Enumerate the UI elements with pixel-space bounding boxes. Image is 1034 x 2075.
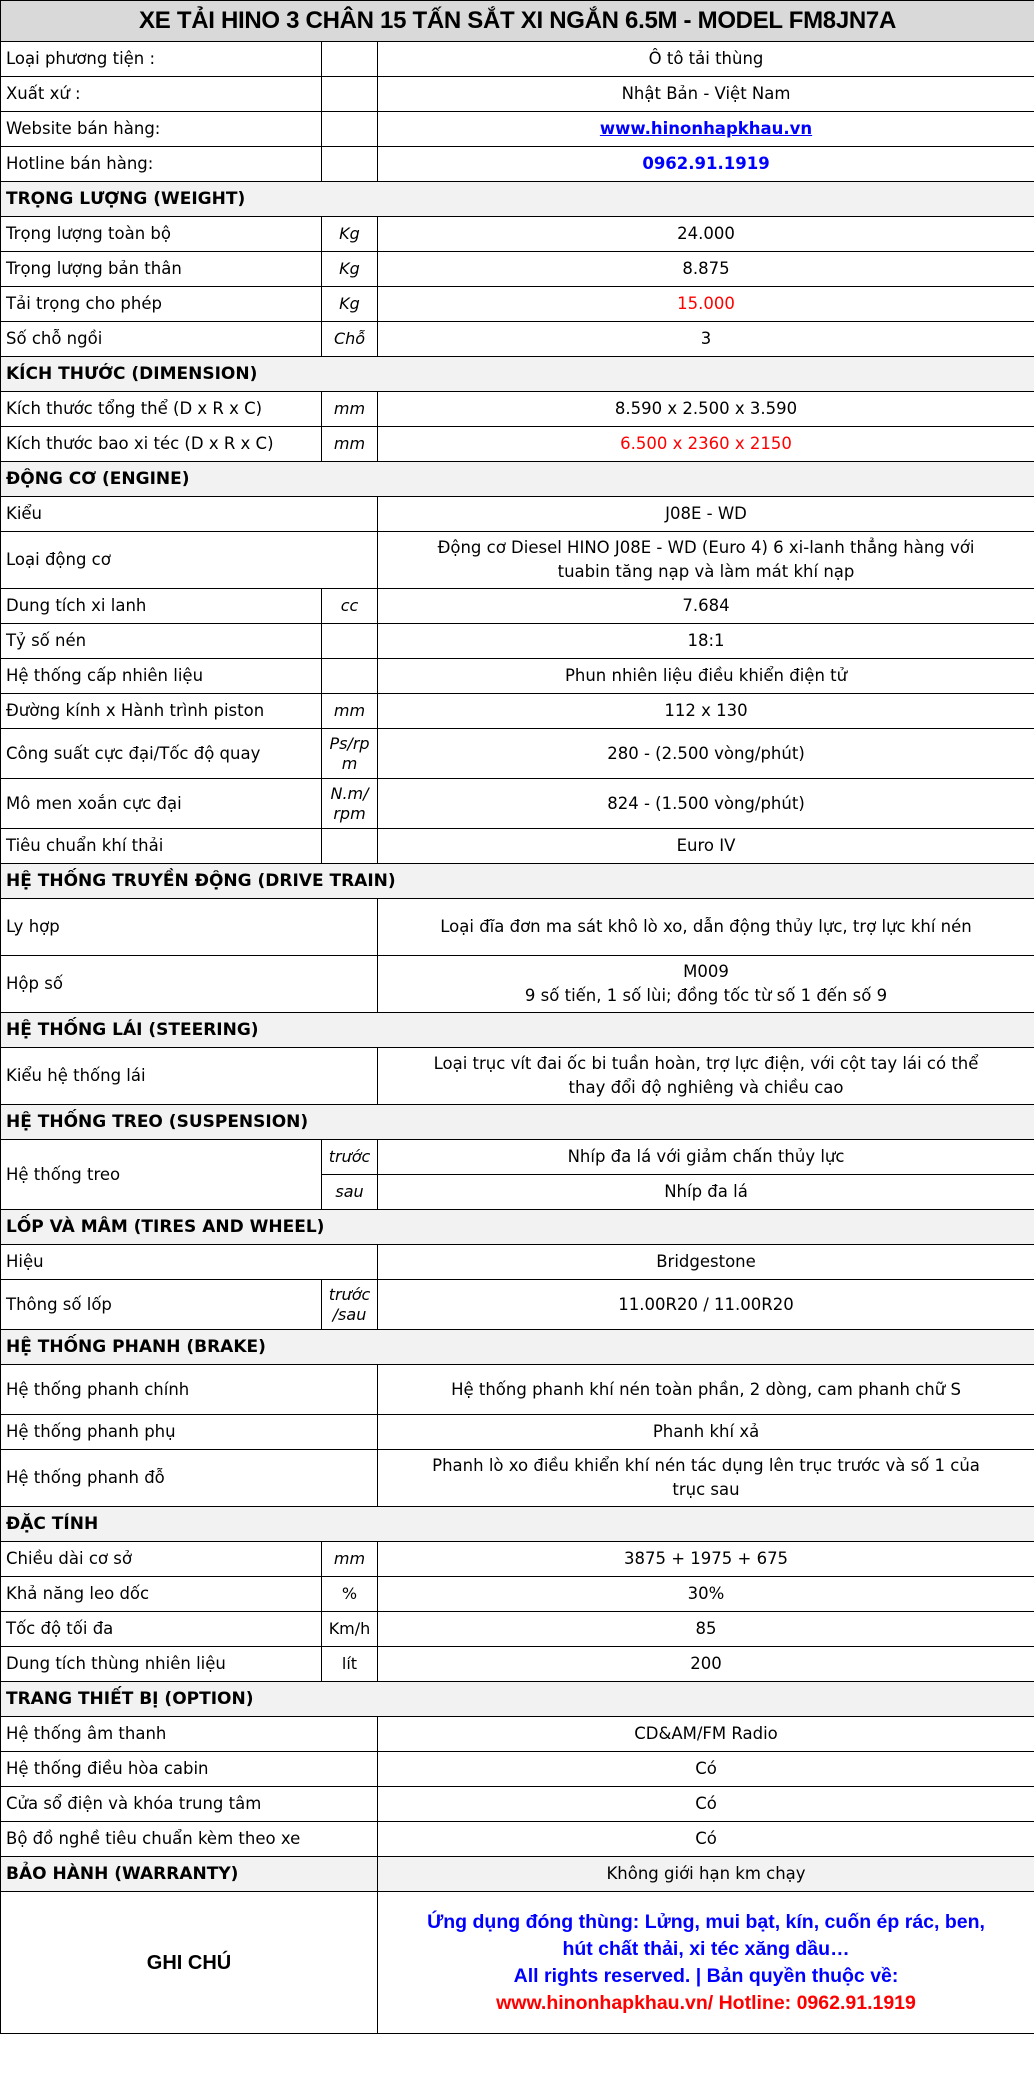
table-row	[1, 1140, 1034, 1175]
spec-value: Ô tô tải thùng	[378, 42, 1034, 77]
spec-label: Cửa sổ điện và khóa trung tâm	[1, 1787, 378, 1822]
spec-value: Nhật Bản - Việt Nam	[378, 77, 1034, 112]
spec-label: Kiểu hệ thống lái	[1, 1048, 378, 1105]
section-title: HỆ THỐNG TREO (SUSPENSION)	[1, 1105, 1034, 1140]
spec-label: Kiểu	[1, 497, 378, 532]
note-line: hút chất thải, xi téc xăng dầu…	[562, 1937, 850, 1960]
spec-label: Website bán hàng:	[1, 112, 322, 147]
section-header	[1, 1210, 1034, 1245]
spec-label: Số chỗ ngồi	[1, 322, 322, 357]
spec-label: Tải trọng cho phép	[1, 287, 322, 322]
spec-value: Loại đĩa đơn ma sát khô lò xo, dẫn động thủy lực, trợ lực khí nén	[378, 899, 1034, 956]
spec-unit	[322, 77, 378, 112]
table-row	[1, 956, 1034, 1013]
spec-label: Loại phương tiện :	[1, 42, 322, 77]
section-header	[1, 357, 1034, 392]
spec-unit: Kg	[322, 217, 378, 252]
spec-value: Hệ thống phanh khí nén toàn phần, 2 dòng, cam phanh chữ S	[378, 1365, 1034, 1415]
spec-value: 18:1	[378, 624, 1034, 659]
spec-value: Nhíp đa lá với giảm chấn thủy lực	[378, 1140, 1034, 1175]
website-link[interactable]: www.hinonhapkhau.vn	[378, 112, 1034, 147]
table-row	[1, 1450, 1034, 1507]
note-content	[378, 1892, 1034, 2034]
table-row	[1, 322, 1034, 357]
section-title: HỆ THỐNG LÁI (STEERING)	[1, 1013, 1034, 1048]
spec-label: Hệ thống phanh phụ	[1, 1415, 378, 1450]
title-row	[1, 1, 1034, 42]
spec-unit: mm	[322, 1542, 378, 1577]
spec-label: Hệ thống phanh đỗ	[1, 1450, 378, 1507]
spec-unit	[322, 42, 378, 77]
spec-unit	[322, 829, 378, 864]
spec-unit: mm	[322, 392, 378, 427]
spec-value: 6.500 x 2360 x 2150	[378, 427, 1034, 462]
spec-label: Tốc độ tối đa	[1, 1612, 322, 1647]
table-row	[1, 659, 1034, 694]
warranty-value: Không giới hạn km chạy	[378, 1857, 1034, 1892]
spec-label: Mô men xoắn cực đại	[1, 779, 322, 829]
section-header	[1, 1013, 1034, 1048]
section-title: ĐẶC TÍNH	[1, 1507, 1034, 1542]
spec-label: Hiệu	[1, 1245, 378, 1280]
table-row	[1, 1787, 1034, 1822]
section-title: HỆ THỐNG PHANH (BRAKE)	[1, 1330, 1034, 1365]
table-row	[1, 729, 1034, 779]
warranty-row	[1, 1857, 1034, 1892]
spec-label: Dung tích thùng nhiên liệu	[1, 1647, 322, 1682]
spec-label: Bộ đồ nghề tiêu chuẩn kèm theo xe	[1, 1822, 378, 1857]
spec-value: M009 9 số tiến, 1 số lùi; đồng tốc từ số 1 đến số 9	[378, 956, 1034, 1013]
spec-value: Phun nhiên liệu điều khiển điện tử	[378, 659, 1034, 694]
spec-unit: %	[322, 1577, 378, 1612]
section-header	[1, 1507, 1034, 1542]
table-row	[1, 147, 1034, 182]
section-header	[1, 1330, 1034, 1365]
spec-value: CD&AM/FM Radio	[378, 1717, 1034, 1752]
spec-label: Xuất xứ :	[1, 77, 322, 112]
spec-label: Hệ thống phanh chính	[1, 1365, 378, 1415]
table-row	[1, 1048, 1034, 1105]
section-header	[1, 182, 1034, 217]
spec-value: Euro IV	[378, 829, 1034, 864]
spec-unit: mm	[322, 694, 378, 729]
spec-value: Có	[378, 1787, 1034, 1822]
spec-unit	[322, 624, 378, 659]
spec-value: 200	[378, 1647, 1034, 1682]
spec-label: Hệ thống âm thanh	[1, 1717, 378, 1752]
spec-value: 30%	[378, 1577, 1034, 1612]
spec-unit: Chỗ	[322, 322, 378, 357]
note-row	[1, 1892, 1034, 2034]
section-title: TRỌNG LƯỢNG (WEIGHT)	[1, 182, 1034, 217]
table-row	[1, 392, 1034, 427]
spec-value: 3	[378, 322, 1034, 357]
spec-value: 3875 + 1975 + 675	[378, 1542, 1034, 1577]
table-row	[1, 42, 1034, 77]
table-row	[1, 1647, 1034, 1682]
table-row	[1, 1415, 1034, 1450]
spec-label: Trọng lượng toàn bộ	[1, 217, 322, 252]
table-row	[1, 427, 1034, 462]
spec-value: Phanh khí xả	[378, 1415, 1034, 1450]
spec-unit: N.m/ rpm	[322, 779, 378, 829]
spec-unit: Kg	[322, 287, 378, 322]
spec-value: 112 x 130	[378, 694, 1034, 729]
spec-label: Khả năng leo dốc	[1, 1577, 322, 1612]
spec-label: Hộp số	[1, 956, 378, 1013]
table-row	[1, 779, 1034, 829]
table-row	[1, 1752, 1034, 1787]
table-row	[1, 252, 1034, 287]
table-row	[1, 1542, 1034, 1577]
spec-value: 0962.91.1919	[378, 147, 1034, 182]
spec-label: Đường kính x Hành trình piston	[1, 694, 322, 729]
spec-value: Nhíp đa lá	[378, 1175, 1034, 1210]
spec-value: 824 - (1.500 vòng/phút)	[378, 779, 1034, 829]
table-row	[1, 1822, 1034, 1857]
spec-value: Động cơ Diesel HINO J08E - WD (Euro 4) 6 xi-lanh thẳng hàng với tuabin tăng nạp và làm mát khí nạp	[378, 532, 1034, 589]
spec-label: Hệ thống cấp nhiên liệu	[1, 659, 322, 694]
spec-value: 8.875	[378, 252, 1034, 287]
spec-label: Kích thước tổng thể (D x R x C)	[1, 392, 322, 427]
spec-unit: sau	[322, 1175, 378, 1210]
spec-unit	[322, 112, 378, 147]
table-row	[1, 694, 1034, 729]
note-label: GHI CHÚ	[1, 1892, 378, 2034]
table-row	[1, 1280, 1034, 1330]
spec-label: Hệ thống điều hòa cabin	[1, 1752, 378, 1787]
section-title: KÍCH THƯỚC (DIMENSION)	[1, 357, 1034, 392]
spec-value: 280 - (2.500 vòng/phút)	[378, 729, 1034, 779]
spec-value: J08E - WD	[378, 497, 1034, 532]
table-row	[1, 1365, 1034, 1415]
table-row	[1, 1612, 1034, 1647]
table-row	[1, 77, 1034, 112]
spec-label: Kích thước bao xi téc (D x R x C)	[1, 427, 322, 462]
spec-value: Phanh lò xo điều khiển khí nén tác dụng lên trục trước và số 1 của trục sau	[378, 1450, 1034, 1507]
spec-value: 8.590 x 2.500 x 3.590	[378, 392, 1034, 427]
table-row	[1, 112, 1034, 147]
spec-unit: Ps/rp m	[322, 729, 378, 779]
section-header	[1, 1105, 1034, 1140]
spec-value: 7.684	[378, 589, 1034, 624]
spec-unit: Km/h	[322, 1612, 378, 1647]
spec-label: Hệ thống treo	[1, 1140, 322, 1210]
page-title: XE TẢI HINO 3 CHÂN 15 TẤN SẮT XI NGẮN 6.5M - MODEL FM8JN7A	[1, 1, 1034, 42]
table-row	[1, 589, 1034, 624]
spec-unit: lít	[322, 1647, 378, 1682]
spec-value: 15.000	[378, 287, 1034, 322]
section-title: BẢO HÀNH (WARRANTY)	[1, 1857, 378, 1892]
section-header	[1, 864, 1034, 899]
table-row	[1, 1717, 1034, 1752]
spec-label: Ly hợp	[1, 899, 378, 956]
table-row	[1, 217, 1034, 252]
table-row	[1, 829, 1034, 864]
spec-value: 11.00R20 / 11.00R20	[378, 1280, 1034, 1330]
section-title: ĐỘNG CƠ (ENGINE)	[1, 462, 1034, 497]
note-line: All rights reserved. | Bản quyền thuộc về:	[513, 1964, 899, 1987]
spec-value: Bridgestone	[378, 1245, 1034, 1280]
spec-value: Có	[378, 1822, 1034, 1857]
spec-label: Dung tích xi lanh	[1, 589, 322, 624]
table-row	[1, 899, 1034, 956]
spec-value: 24.000	[378, 217, 1034, 252]
section-title: TRANG THIẾT BỊ (OPTION)	[1, 1682, 1034, 1717]
note-line: www.hinonhapkhau.vn/ Hotline: 0962.91.1919	[496, 1991, 916, 2014]
table-row	[1, 287, 1034, 322]
spec-label: Chiều dài cơ sở	[1, 1542, 322, 1577]
section-title: LỐP VÀ MÂM (TIRES AND WHEEL)	[1, 1210, 1034, 1245]
table-row	[1, 1577, 1034, 1612]
spec-value: Có	[378, 1752, 1034, 1787]
spec-unit: Kg	[322, 252, 378, 287]
spec-label: Hotline bán hàng:	[1, 147, 322, 182]
spec-unit	[322, 659, 378, 694]
note-line: Ứng dụng đóng thùng: Lửng, mui bạt, kín, cuốn ép rác, ben,	[427, 1910, 985, 1933]
spec-unit: mm	[322, 427, 378, 462]
spec-unit	[322, 147, 378, 182]
section-header	[1, 1682, 1034, 1717]
section-title: HỆ THỐNG TRUYỀN ĐỘNG (DRIVE TRAIN)	[1, 864, 1034, 899]
spec-label: Loại động cơ	[1, 532, 378, 589]
table-row	[1, 1245, 1034, 1280]
spec-label: Tiêu chuẩn khí thải	[1, 829, 322, 864]
spec-label: Thông số lốp	[1, 1280, 322, 1330]
spec-unit: cc	[322, 589, 378, 624]
spec-label: Công suất cực đại/Tốc độ quay	[1, 729, 322, 779]
spec-label: Tỷ số nén	[1, 624, 322, 659]
spec-unit: trước	[322, 1140, 378, 1175]
table-row	[1, 624, 1034, 659]
spec-label: Trọng lượng bản thân	[1, 252, 322, 287]
spec-unit: trước /sau	[322, 1280, 378, 1330]
spec-value: Loại trục vít đai ốc bi tuần hoàn, trợ lực điện, với cột tay lái có thể thay đổi độ nghiêng và chiều cao	[378, 1048, 1034, 1105]
table-row	[1, 532, 1034, 589]
section-header	[1, 462, 1034, 497]
spec-value: 85	[378, 1612, 1034, 1647]
table-row	[1, 497, 1034, 532]
